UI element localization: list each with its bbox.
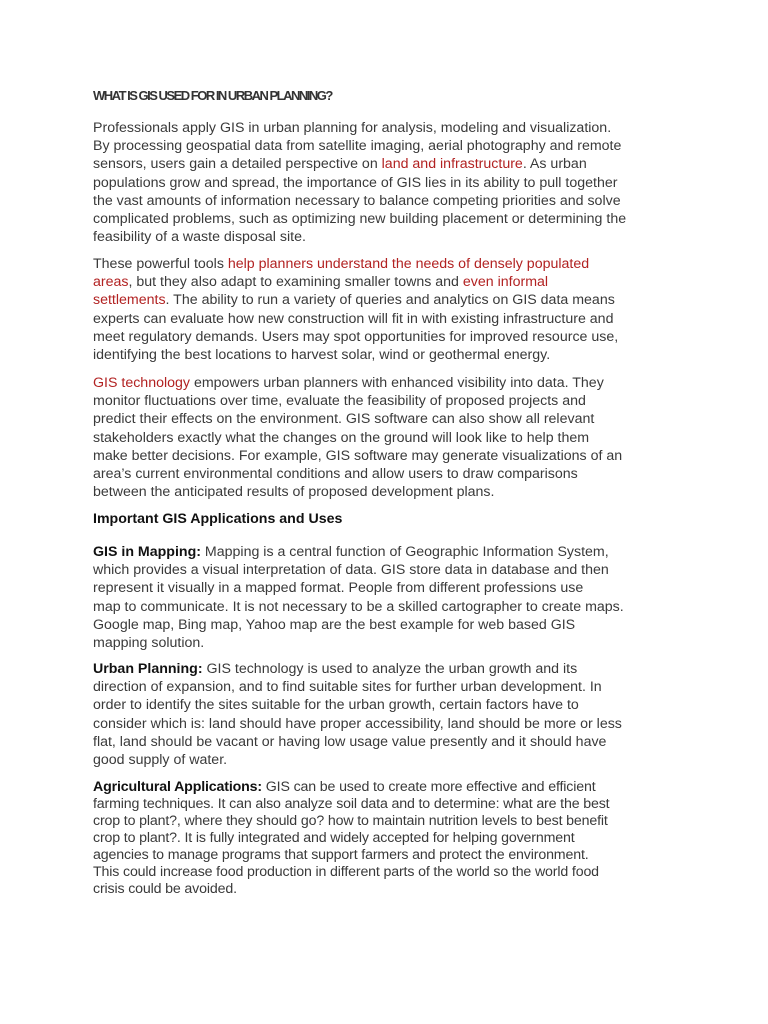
paragraph-agricultural [93, 779, 683, 898]
text-line: predict their effects on the environment. GIS software can also show all relevant [93, 411, 595, 428]
text-segment: GIS technology is used to analyze the urban growth and its [202, 661, 578, 677]
text-segment: GIS can be used to create more effective and efficient [262, 779, 596, 795]
text-line: the vast amounts of information necessary to balance competing priorities and solve [93, 192, 621, 209]
text-line: complicated problems, such as optimizing new building placement or determining the [93, 211, 627, 228]
paragraph-tools [93, 255, 683, 364]
link-help-planners[interactable]: help planners understand the needs of densely populated [227, 256, 590, 272]
paragraph-gis-mapping [93, 543, 683, 652]
text-line: mapping solution. [93, 635, 205, 652]
text-segment: Mapping is a central function of Geographic Information System, [200, 544, 609, 560]
text-line: stakeholders exactly what the changes on the ground will look like to help them [93, 429, 590, 446]
term-label: Agricultural Applications: [93, 779, 262, 795]
text-line: agencies to manage programs that support farmers and protect the environment. [93, 847, 589, 863]
link-even-informal[interactable]: even informal [462, 274, 549, 291]
text-line [93, 779, 683, 796]
term-label: GIS in Mapping: [93, 544, 201, 560]
text-line: experts can evaluate how new construction will fit in with existing infrastructure and [93, 310, 614, 327]
text-segment: empowers urban planners with enhanced visibility into data. They [190, 375, 604, 391]
text-line [93, 543, 683, 561]
paragraph-gis-technology [93, 374, 683, 501]
paragraph-urban-planning [93, 660, 683, 769]
text-line: crop to plant?, where they should go? how to maintain nutrition levels to best benefit [93, 813, 608, 829]
text-line: good supply of water. [93, 752, 228, 769]
text-line: feasibility of a waste disposal site. [93, 229, 306, 246]
link-gis-technology[interactable]: GIS technology [93, 375, 191, 391]
text-line: By processing geospatial data from satellite imaging, aerial photography and remote [93, 138, 622, 155]
text-line: This could increase food production in different parts of the world so the world food [93, 864, 599, 880]
page-title: WHAT IS GIS USED FOR IN URBAN PLANNING? [93, 88, 332, 103]
text-line [93, 255, 683, 273]
text-line: consider which is: land should have proper accessibility, land should be more or less [93, 715, 622, 732]
text-line: which provides a visual interpretation of data. GIS store data in database and then [93, 562, 609, 579]
link-areas[interactable]: areas [93, 274, 129, 291]
term-label: Urban Planning: [93, 661, 203, 677]
text-line [93, 273, 683, 291]
text-line: populations grow and spread, the importance of GIS lies in its ability to pull together [93, 174, 618, 191]
text-line: crisis could be avoided. [93, 881, 237, 897]
text-segment: , but they also adapt to examining smaller towns and [128, 274, 463, 291]
text-line [93, 291, 683, 309]
link-land-infrastructure[interactable]: land and infrastructure [381, 156, 523, 173]
text-line [93, 155, 683, 173]
text-line [93, 660, 683, 678]
text-line: monitor fluctuations over time, evaluate the feasibility of proposed projects and [93, 393, 586, 410]
text-segment: . As urban [522, 156, 587, 173]
text-line: between the anticipated results of proposed development plans. [93, 484, 495, 501]
text-line: area’s current environmental conditions and allow users to draw comparisons [93, 466, 578, 483]
text-line [93, 374, 683, 392]
text-line: flat, land should be vacant or having low usage value presently and it should have [93, 733, 607, 750]
text-line: direction of expansion, and to find suitable sites for further urban development. In [93, 679, 602, 696]
text-line: represent it visually in a mapped format. People from different professions use [93, 580, 584, 597]
section-heading: Important GIS Applications and Uses [93, 511, 343, 527]
text-line: meet regulatory demands. Users may spot opportunities for improved resource use, [93, 328, 619, 345]
text-line: farming techniques. It can also analyze soil data and to determine: what are the best [93, 796, 610, 812]
text-segment: sensors, users gain a detailed perspective on [93, 156, 382, 173]
text-line: Google map, Bing map, Yahoo map are the best example for web based GIS [93, 616, 576, 633]
text-segment: . The ability to run a variety of queries and analytics on GIS data means [165, 292, 615, 309]
text-line: make better decisions. For example, GIS software may generate visualizations of an [93, 447, 623, 464]
text-line: crop to plant?. It is fully integrated and widely accepted for helping government [93, 830, 575, 846]
text-line: map to communicate. It is not necessary to be a skilled cartographer to create maps. [93, 598, 624, 615]
text-line: order to identify the sites suitable for the urban growth, certain factors have to [93, 697, 579, 714]
text-line: identifying the best locations to harvest solar, wind or geothermal energy. [93, 347, 551, 364]
text-line: Professionals apply GIS in urban planning for analysis, modeling and visualization. [93, 120, 612, 136]
link-settlements[interactable]: settlements [93, 292, 166, 309]
text-segment: These powerful tools [93, 256, 228, 272]
paragraph-intro [93, 119, 683, 246]
